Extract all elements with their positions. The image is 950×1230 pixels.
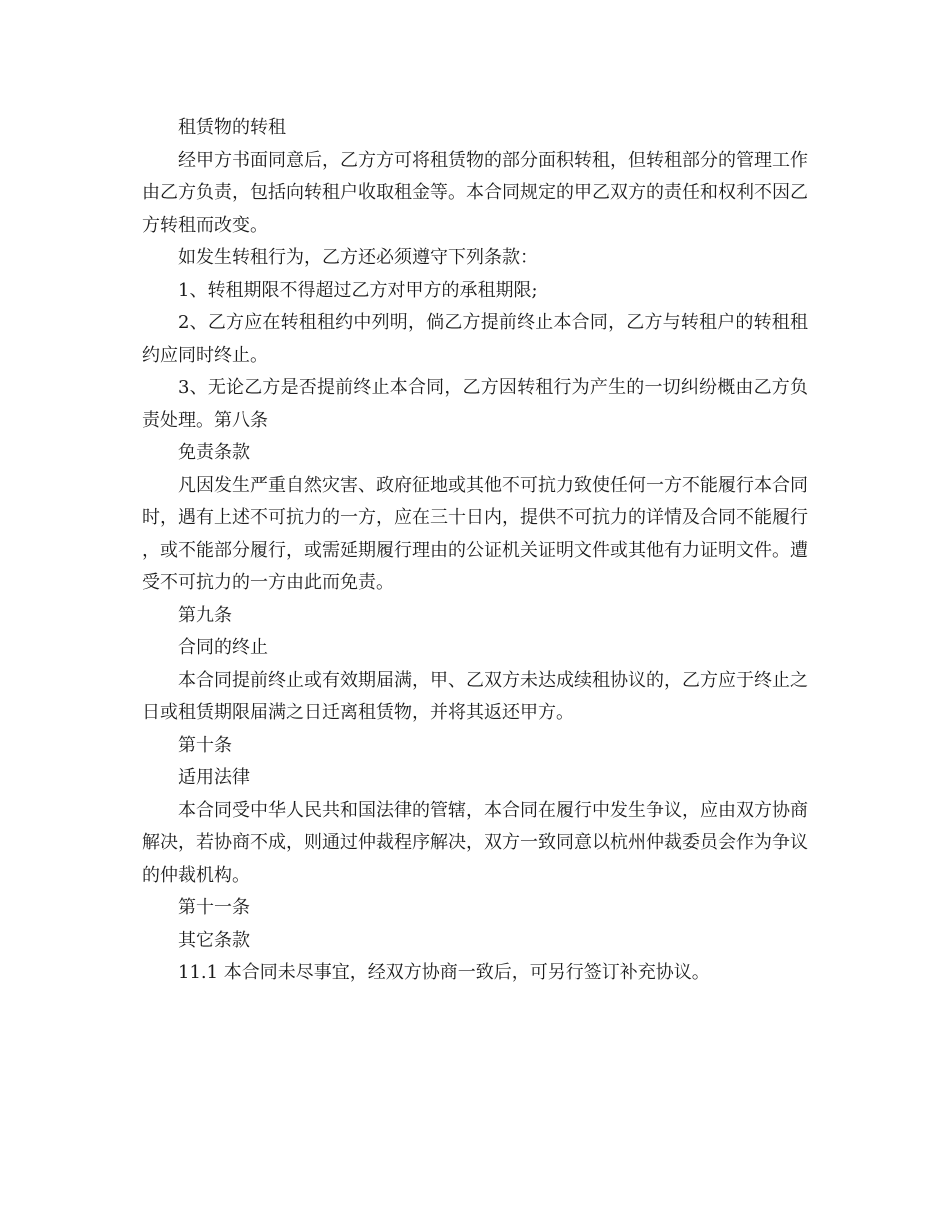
paragraph-sublease-term-2: 2、乙方应在转租租约中列明，倘乙方提前终止本合同，乙方与转租户的转租租约应同时终止。 <box>142 312 808 366</box>
paragraph-article-11: 第十一条 <box>178 897 250 918</box>
document-body <box>142 112 808 990</box>
paragraph-sublease-term-3: 3、无论乙方是否提前终止本合同，乙方因转租行为产生的一切纠纷概由乙方负责处理。第八条 <box>142 377 808 431</box>
paragraph-exemption-body: 凡因发生严重自然灾害、政府征地或其他不可抗力致使任何一方不能履行本合同时，遇有上述不可抗力的一方，应在三十日内，提供不可抗力的详情及合同不能履行，或不能部分履行，或需延期履行理由的公证机关证明文件或其他有力证明文件。遭受不可抗力的一方由此而免责。 <box>142 474 808 593</box>
paragraph-exemption-heading: 免责条款 <box>178 442 250 463</box>
paragraph-sublease-heading: 租赁物的转租 <box>178 117 286 138</box>
paragraph-sublease-terms-intro: 如发生转租行为，乙方还必须遵守下列条款： <box>178 247 538 268</box>
paragraph-clause-11-1: 11.1 本合同未尽事宜，经双方协商一致后，可另行签订补充协议。 <box>178 962 710 983</box>
paragraph-article-10: 第十条 <box>178 734 232 756</box>
paragraph-other-heading: 其它条款 <box>178 929 250 951</box>
paragraph-law-heading: 适用法律 <box>178 767 250 788</box>
paragraph-termination-heading: 合同的终止 <box>178 637 268 658</box>
paragraph-article-9: 第九条 <box>178 604 232 626</box>
paragraph-sublease-term-1: 1、转租期限不得超过乙方对甲方的承租期限; <box>178 279 538 301</box>
paragraph-law-body: 本合同受中华人民共和国法律的管辖，本合同在履行中发生争议，应由双方协商解决，若协商不成，则通过仲裁程序解决，双方一致同意以杭州仲裁委员会作为争议的仲裁机构。 <box>142 799 808 886</box>
paragraph-sublease-consent: 经甲方书面同意后，乙方方可将租赁物的部分面积转租，但转租部分的管理工作由乙方负责，包括向转租户收取租金等。本合同规定的甲乙双方的责任和权利不因乙方转租而改变。 <box>142 149 808 236</box>
paragraph-termination-body: 本合同提前终止或有效期届满，甲、乙双方未达成续租协议的，乙方应于终止之日或租赁期限届满之日迁离租赁物，并将其返还甲方。 <box>142 669 808 723</box>
